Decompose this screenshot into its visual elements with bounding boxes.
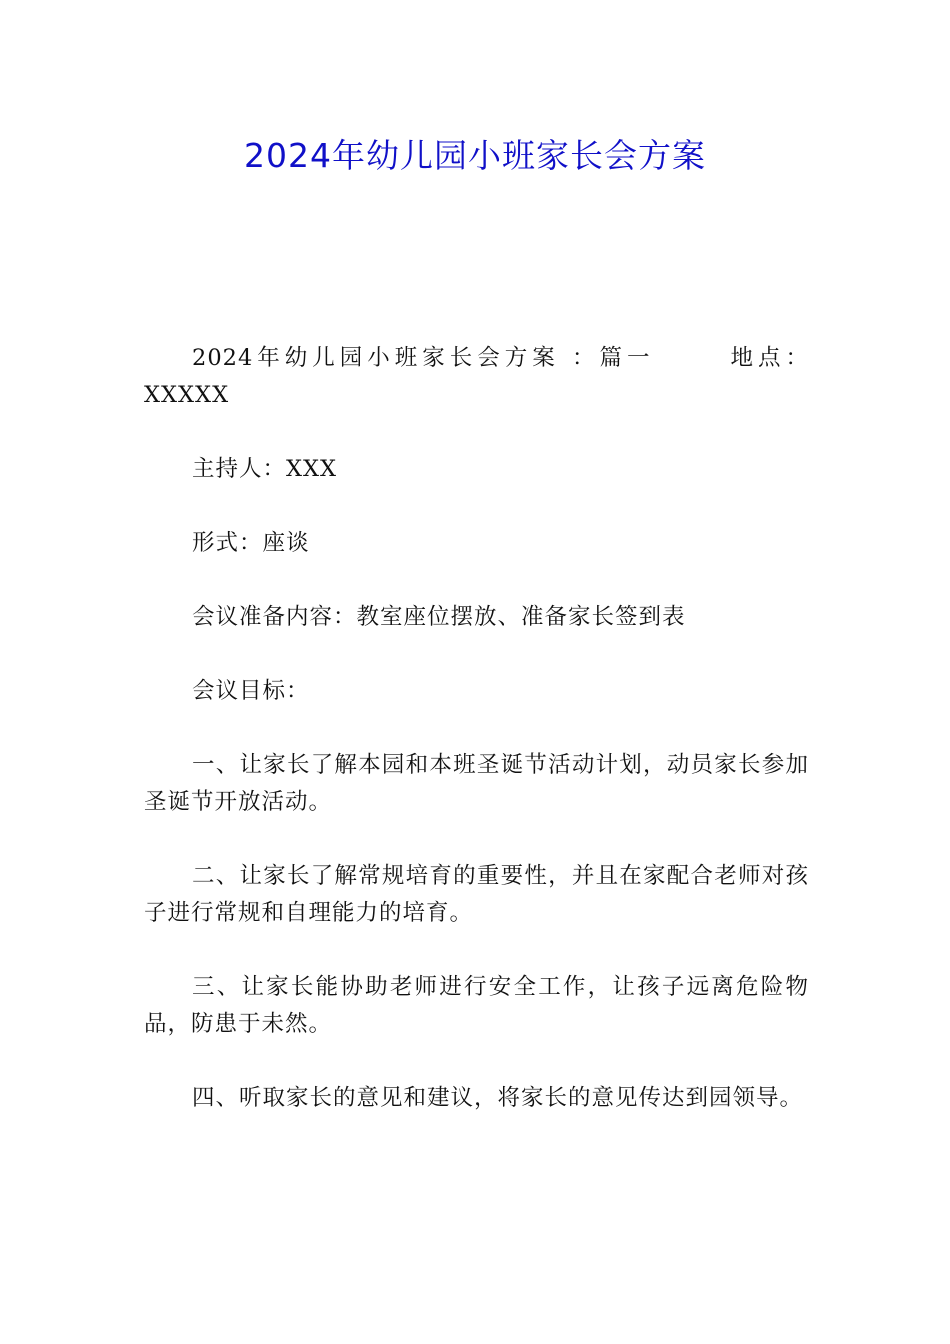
paragraph-goal-3: 三、让家长能协助老师进行安全工作，让孩子远离危险物品，防患于未然。 [144,974,809,1037]
paragraph-host: 主持人：XXX [192,456,338,482]
header-line [144,340,809,414]
document-body [144,340,809,1154]
paragraph-goal-2: 二、让家长了解常规培育的重要性，并且在家配合老师对孩子进行常规和自理能力的培育。 [144,863,809,926]
header-location: 地点：XXXXX [144,345,809,408]
paragraph-goals-heading: 会议目标： [192,678,310,704]
paragraph-goal-1: 一、让家长了解本园和本班圣诞节活动计划，动员家长参加圣诞节开放活动。 [144,752,809,815]
paragraph-goal-4: 四、听取家长的意见和建议，将家长的意见传达到园领导。 [192,1085,804,1111]
header-title-part: 2024年幼儿园小班家长会方案 ：篇一 [192,345,655,371]
document-title: 2024年幼儿园小班家长会方案 [244,136,706,175]
paragraph-preparation: 会议准备内容：教室座位摆放、准备家长签到表 [192,604,686,630]
paragraph-format: 形式：座谈 [192,530,310,556]
